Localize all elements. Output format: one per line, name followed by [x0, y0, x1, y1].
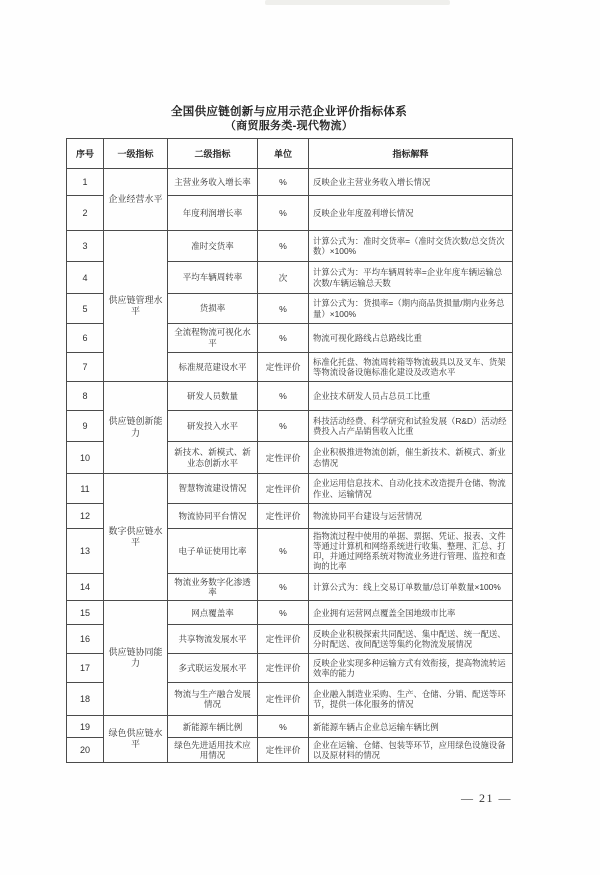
row-number-cell: 14	[67, 574, 104, 601]
document-subtitle: （商贸服务类-现代物流）	[224, 120, 354, 132]
unit-cell: 定性评价	[258, 625, 309, 654]
row-number-cell: 11	[67, 474, 104, 504]
level2-indicator-cell: 物流协同平台情况	[168, 504, 258, 529]
explanation-cell: 标准化托盘、物流周转箱等物流载具以及叉车、货架等物流设备设施标准化建设及改造水平	[309, 353, 513, 382]
level1-indicator-cell: 供应链管理水平	[104, 231, 168, 382]
row-number-cell: 7	[67, 353, 104, 382]
header-col-number: 序号	[67, 139, 104, 169]
unit-cell: %	[258, 324, 309, 353]
level2-indicator-cell: 共享物流发展水平	[168, 625, 258, 654]
level1-indicator-cell: 供应链创新能力	[104, 382, 168, 474]
explanation-cell: 企业拥有运营网点覆盖全国地级市比率	[309, 601, 513, 625]
level1-indicator-cell: 企业经营水平	[104, 169, 168, 231]
explanation-cell: 计算公式为：准时交货率=（准时交货次数/总交货次数）×100%	[309, 231, 513, 262]
explanation-cell: 反映企业积极探索共同配送、集中配送、统一配送、分时配送、夜间配送等集约化物流发展情况	[309, 625, 513, 654]
row-number-cell: 20	[67, 738, 104, 763]
indicator-table	[66, 138, 513, 763]
explanation-cell: 企业运用信息技术、自动化技术改造提升仓储、物流作业、运输情况	[309, 474, 513, 504]
table-header-row	[67, 139, 513, 169]
row-number-cell: 15	[67, 601, 104, 625]
level1-indicator-cell: 供应链协同能力	[104, 601, 168, 716]
explanation-cell: 计算公式为：货损率=（期内商品货损量/期内业务总量）×100%	[309, 294, 513, 324]
unit-cell: 次	[258, 262, 309, 294]
explanation-cell: 反映企业年度盈利增长情况	[309, 196, 513, 231]
unit-cell: 定性评价	[258, 474, 309, 504]
row-number-cell: 9	[67, 411, 104, 442]
explanation-cell: 计算公式为：线上交易订单数量/总订单数量×100%	[309, 574, 513, 601]
level2-indicator-cell: 网点覆盖率	[168, 601, 258, 625]
table-row	[67, 716, 513, 738]
level2-indicator-cell: 新能源车辆比例	[168, 716, 258, 738]
level2-indicator-cell: 多式联运发展水平	[168, 654, 258, 683]
level1-indicator-cell: 绿色供应链水平	[104, 716, 168, 763]
header-col-explanation: 指标解释	[309, 139, 513, 169]
explanation-cell: 计算公式为：平均车辆周转率=企业年度车辆运输总次数/车辆运输总天数	[309, 262, 513, 294]
unit-cell: %	[258, 601, 309, 625]
row-number-cell: 1	[67, 169, 104, 196]
explanation-cell: 企业在运输、仓储、包装等环节，应用绿色设施设备以及原材料的情况	[309, 738, 513, 763]
unit-cell: %	[258, 169, 309, 196]
explanation-cell: 指物流过程中使用的单据、票据、凭证、报表、文件等通过计算机和网络系统进行收集、整理、汇总、打印，并通过网络系统对物流业务进行管理、监控和查询的比率	[309, 529, 513, 574]
unit-cell: %	[258, 294, 309, 324]
row-number-cell: 5	[67, 294, 104, 324]
level2-indicator-cell: 新技术、新模式、新业态创新水平	[168, 442, 258, 474]
level2-indicator-cell: 货损率	[168, 294, 258, 324]
row-number-cell: 17	[67, 654, 104, 683]
table-row	[67, 474, 513, 504]
level2-indicator-cell: 准时交货率	[168, 231, 258, 262]
unit-cell: %	[258, 716, 309, 738]
level2-indicator-cell: 智慧物流建设情况	[168, 474, 258, 504]
level2-indicator-cell: 主营业务收入增长率	[168, 169, 258, 196]
level2-indicator-cell: 平均车辆周转率	[168, 262, 258, 294]
explanation-cell: 科技活动经费、科学研究和试验发展（R&D）活动经费投入占产品销售收入比重	[309, 411, 513, 442]
row-number-cell: 10	[67, 442, 104, 474]
scan-artifact	[265, 0, 450, 5]
table-row	[67, 382, 513, 411]
table-row	[67, 169, 513, 196]
unit-cell: %	[258, 574, 309, 601]
explanation-cell: 反映企业实现多种运输方式有效衔接，提高物流转运效率的能力	[309, 654, 513, 683]
level2-indicator-cell: 标准规范建设水平	[168, 353, 258, 382]
explanation-cell: 企业技术研发人员占总员工比重	[309, 382, 513, 411]
unit-cell: %	[258, 196, 309, 231]
unit-cell: 定性评价	[258, 442, 309, 474]
header-col-level2-indicator: 二级指标	[168, 139, 258, 169]
level2-indicator-cell: 年度利润增长率	[168, 196, 258, 231]
row-number-cell: 8	[67, 382, 104, 411]
row-number-cell: 2	[67, 196, 104, 231]
unit-cell: %	[258, 382, 309, 411]
explanation-cell: 企业积极推进物流创新，催生新技术、新模式、新业态情况	[309, 442, 513, 474]
explanation-cell: 企业融入制造业采购、生产、仓储、分销、配送等环节，提供一体化服务的情况	[309, 683, 513, 716]
level2-indicator-cell: 物流与生产融合发展情况	[168, 683, 258, 716]
header-col-level1-indicator: 一级指标	[104, 139, 168, 169]
level1-indicator-cell: 数字供应链水平	[104, 474, 168, 601]
row-number-cell: 3	[67, 231, 104, 262]
row-number-cell: 19	[67, 716, 104, 738]
header-col-unit: 单位	[258, 139, 309, 169]
unit-cell: %	[258, 411, 309, 442]
level2-indicator-cell: 绿色先进适用技术应用情况	[168, 738, 258, 763]
row-number-cell: 12	[67, 504, 104, 529]
level2-indicator-cell: 研发人员数量	[168, 382, 258, 411]
explanation-cell: 物流可视化路线占总路线比重	[309, 324, 513, 353]
explanation-cell: 反映企业主营业务收入增长情况	[309, 169, 513, 196]
unit-cell: %	[258, 231, 309, 262]
table-row	[67, 231, 513, 262]
row-number-cell: 18	[67, 683, 104, 716]
indicator-table-body	[67, 169, 513, 763]
level2-indicator-cell: 电子单证使用比率	[168, 529, 258, 574]
row-number-cell: 13	[67, 529, 104, 574]
explanation-cell: 物流协同平台建设与运营情况	[309, 504, 513, 529]
unit-cell: 定性评价	[258, 654, 309, 683]
explanation-cell: 新能源车辆占企业总运输车辆比例	[309, 716, 513, 738]
row-number-cell: 4	[67, 262, 104, 294]
row-number-cell: 16	[67, 625, 104, 654]
page-number: — 21 —	[461, 791, 512, 805]
unit-cell: %	[258, 529, 309, 574]
row-number-cell: 6	[67, 324, 104, 353]
document-title: 全国供应链创新与应用示范企业评价指标体系	[171, 106, 407, 118]
level2-indicator-cell: 物流业务数字化渗透率	[168, 574, 258, 601]
table-row	[67, 601, 513, 625]
level2-indicator-cell: 全流程物流可视化水平	[168, 324, 258, 353]
level2-indicator-cell: 研发投入水平	[168, 411, 258, 442]
unit-cell: 定性评价	[258, 353, 309, 382]
unit-cell: 定性评价	[258, 504, 309, 529]
unit-cell: 定性评价	[258, 683, 309, 716]
unit-cell: 定性评价	[258, 738, 309, 763]
